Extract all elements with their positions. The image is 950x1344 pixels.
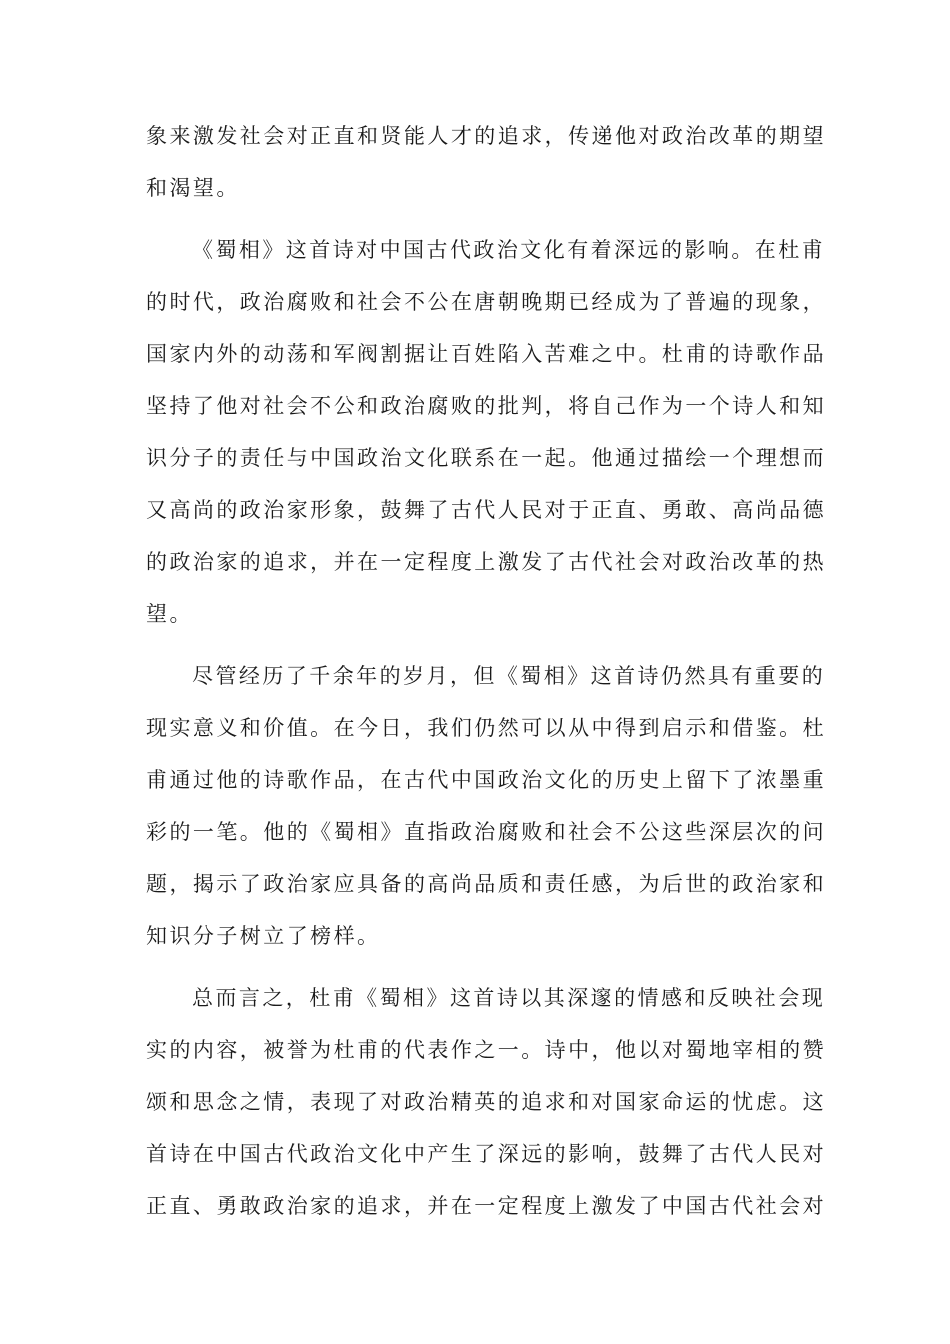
paragraph-line: 望。	[146, 602, 193, 626]
paragraph-line: 颂和思念之情，表现了对政治精英的追求和对国家命运的忧虑。这	[146, 1090, 827, 1114]
paragraph-line: 现实意义和价值。在今日，我们仍然可以从中得到启示和借鉴。杜	[146, 716, 827, 740]
paragraph-line: 识分子的责任与中国政治文化联系在一起。他通过描绘一个理想而	[146, 446, 827, 470]
paragraph	[146, 110, 827, 214]
paragraph-line: 和渴望。	[146, 176, 240, 200]
paragraph-line: 《蜀相》这首诗对中国古代政治文化有着深远的影响。在杜甫	[192, 238, 826, 262]
paragraph-line: 题，揭示了政治家应具备的高尚品质和责任感，为后世的政治家和	[146, 872, 827, 896]
paragraph-line: 尽管经历了千余年的岁月，但《蜀相》这首诗仍然具有重要的	[192, 664, 826, 688]
paragraph-line: 总而言之，杜甫《蜀相》这首诗以其深邃的情感和反映社会现	[192, 986, 826, 1010]
paragraph-line: 的时代，政治腐败和社会不公在唐朝晚期已经成为了普遍的现象，	[146, 290, 827, 314]
paragraph	[146, 224, 827, 640]
paragraph-line: 首诗在中国古代政治文化中产生了深远的影响，鼓舞了古代人民对	[146, 1142, 827, 1166]
paragraph-line: 坚持了他对社会不公和政治腐败的批判，将自己作为一个诗人和知	[146, 394, 827, 418]
paragraph-line: 国家内外的动荡和军阀割据让百姓陷入苦难之中。杜甫的诗歌作品	[146, 342, 827, 366]
paragraph	[146, 972, 827, 1232]
document-body	[146, 110, 827, 1242]
paragraph-line: 甫通过他的诗歌作品，在古代中国政治文化的历史上留下了浓墨重	[146, 768, 827, 792]
paragraph-line: 的政治家的追求，并在一定程度上激发了古代社会对政治改革的热	[146, 550, 827, 574]
paragraph	[146, 650, 827, 962]
paragraph-line: 彩的一笔。他的《蜀相》直指政治腐败和社会不公这些深层次的问	[146, 820, 827, 844]
paragraph-line: 象来激发社会对正直和贤能人才的追求，传递他对政治改革的期望	[146, 124, 827, 148]
paragraph-line: 知识分子树立了榜样。	[146, 924, 381, 948]
paragraph-line: 又高尚的政治家形象，鼓舞了古代人民对于正直、勇敢、高尚品德	[146, 498, 827, 522]
paragraph-line: 正直、勇敢政治家的追求，并在一定程度上激发了中国古代社会对	[146, 1194, 827, 1218]
paragraph-line: 实的内容，被誉为杜甫的代表作之一。诗中，他以对蜀地宰相的赞	[146, 1038, 827, 1062]
